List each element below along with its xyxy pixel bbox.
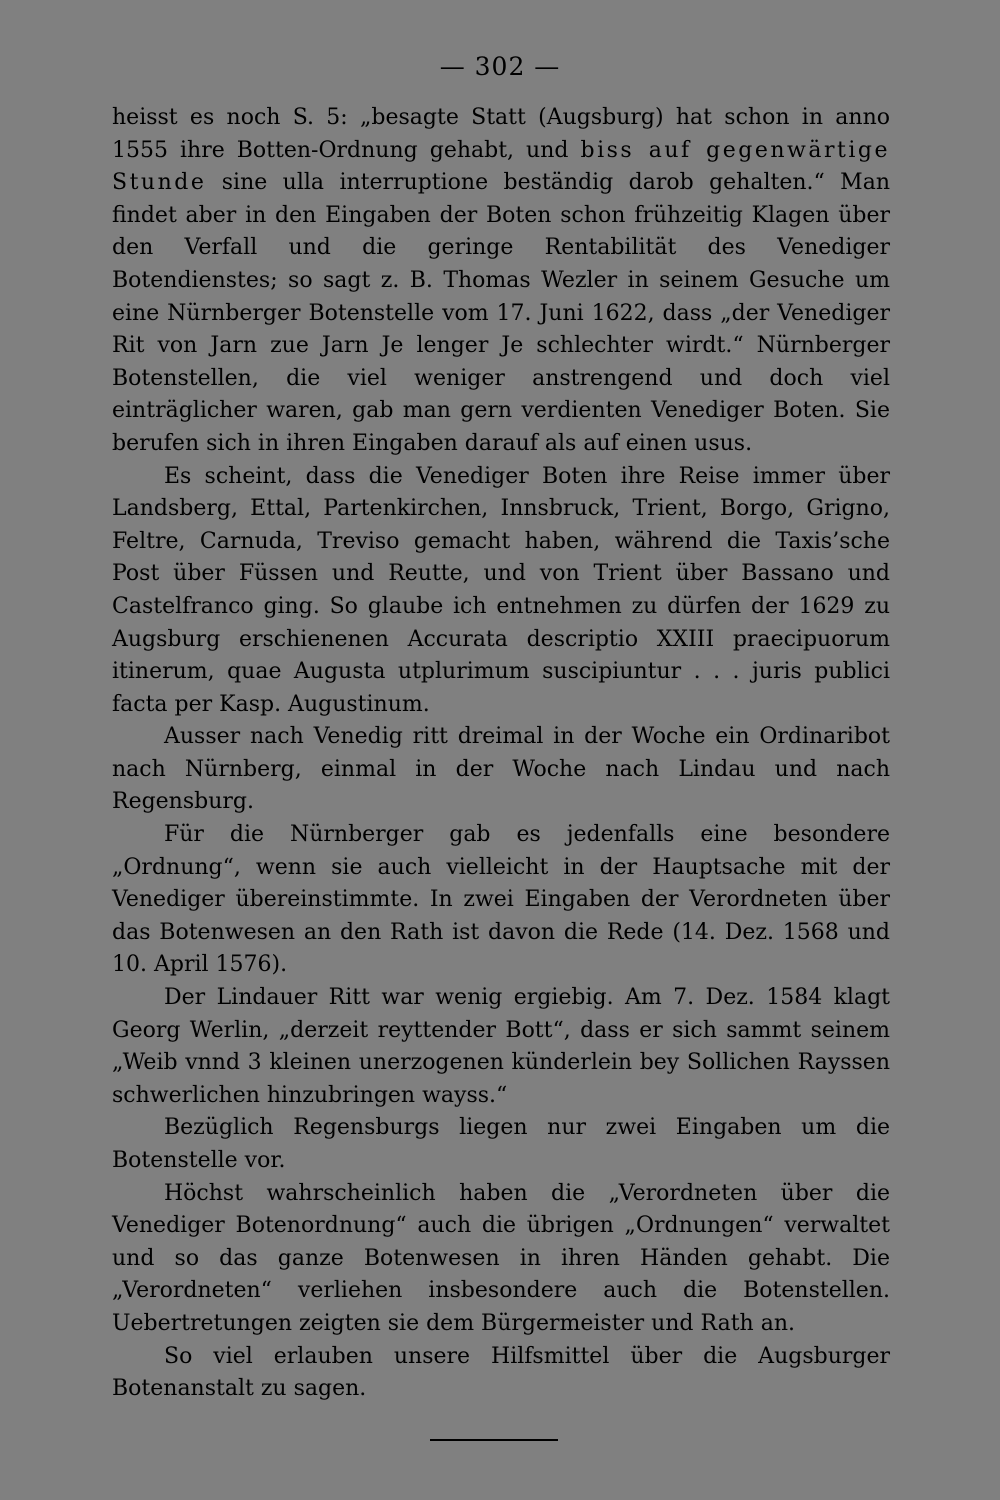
text-run: So viel erlauben unsere Hilfsmittel über die Augsburger Botenanstalt zu sagen.: [112, 1343, 890, 1402]
body-text: [112, 102, 890, 1406]
page-number: — 302 —: [439, 52, 561, 81]
section-end-rule: [430, 1439, 558, 1441]
paragraph: [112, 1112, 890, 1177]
paragraph: [112, 461, 890, 722]
paragraph: [112, 819, 890, 982]
paragraph: [112, 1341, 890, 1406]
paragraph: [112, 1178, 890, 1341]
text-run: Für die Nürnberger gab es jedenfalls eine besondere „Ordnung“, wenn sie auch vielleicht in der Hauptsache mit der Venediger übereinstimmte. In zwei Eingaben der Verordneten über das Botenwesen an den Rath ist davon die Rede (14. Dez. 1568 und 10. April 1576).: [112, 822, 890, 978]
emphasized-spaced-text: biss auf gegenwärtige Stunde: [112, 137, 890, 196]
text-run: Höchst wahrscheinlich haben die „Verordneten über die Venediger Botenordnung“ auch die übrigen „Ordnungen“ verwaltet und so das ganze Botenwesen in ihren Händen gehabt. Die „Verordneten“ verliehen insbesondere auch die Botenstellen. Uebertretungen zeigten sie dem Bürgermeister und Rath an.: [112, 1180, 890, 1336]
text-run: Es scheint, dass die Venediger Boten ihre Reise immer über Landsberg, Ettal, Partenkirchen, Innsbruck, Trient, Borgo, Grigno, Feltre, Carnuda, Treviso gemacht haben, während die Taxis’sche Post über Füssen und Reutte, und von Trient über Bassano und Castelfranco ging. So glaube ich entnehmen zu dürfen der 1629 zu Augsburg erschienenen Accurata descriptio XXIII praecipuorum itinerum, quae Augusta utplurimum suscipiuntur . . . juris publici facta per Kasp. Augustinum.: [112, 463, 890, 717]
text-run: heisst es noch S. 5: „besagte Statt (Augsburg) hat schon in anno 1555 ihre Botten-Ordnung gehabt, und: [112, 105, 890, 163]
text-run: Ausser nach Venedig ritt dreimal in der Woche ein Ordinaribot nach Nürnberg, einmal in der Woche nach Lindau und nach Regensburg.: [112, 724, 890, 815]
paragraph: [112, 982, 890, 1112]
paragraph: [112, 102, 890, 461]
paragraph: [112, 721, 890, 819]
text-run: Bezüglich Regensburgs liegen nur zwei Eingaben um die Botenstelle vor.: [112, 1115, 890, 1173]
text-run: sine ulla interruptione beständig darob gehalten.“ Man findet aber in den Eingaben der Boten schon frühzeitig Klagen über den Verfall und die geringe Rentabilität des Venediger Botendienstes; so sagt z. B. Thomas Wezler in seinem Gesuche um eine Nürnberger Botenstelle vom 17. Juni 1622, dass „der Venediger Rit von Jarn zue Jarn Je lenger Je schlechter wirdt.“ Nürnberger Botenstellen, die viel weniger anstrengend und doch viel einträglicher waren, gab man gern verdienten Venediger Boten. Sie berufen sich in ihren Eingaben darauf als auf einen usus.: [112, 170, 890, 456]
text-run: Der Lindauer Ritt war wenig ergiebig. Am 7. Dez. 1584 klagt Georg Werlin, „derzeit reyttender Bott“, dass er sich sammt seinem „Weib vnnd 3 kleinen unerzogenen künderlein bey Sollichen Rayssen schwerlichen hinzubringen wayss.“: [112, 985, 890, 1108]
